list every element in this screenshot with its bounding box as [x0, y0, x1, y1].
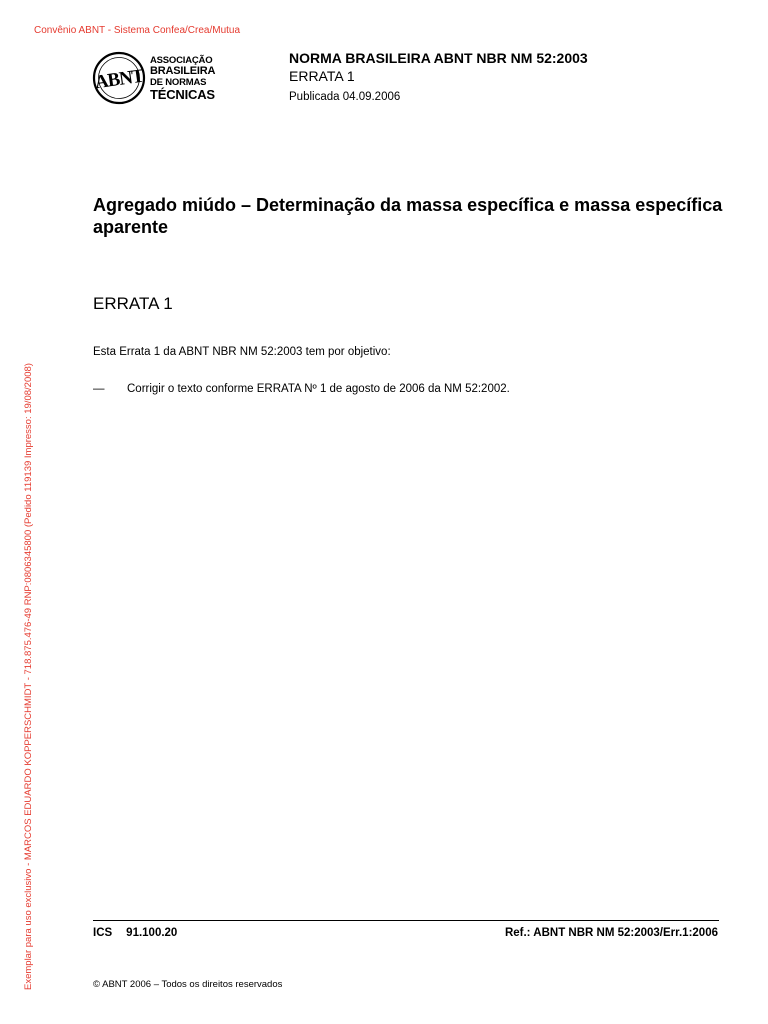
list-bullet: —: [93, 383, 105, 395]
logo-line-1: ASSOCIAÇÃO: [150, 55, 213, 66]
ics-label: ICS: [93, 927, 113, 939]
abnt-logo: [92, 51, 232, 105]
list-item-text: Corrigir o texto conforme ERRATA Nº 1 de agosto de 2006 da NM 52:2002.: [127, 383, 510, 395]
intro-paragraph: Esta Errata 1 da ABNT NBR NM 52:2003 tem por objetivo:: [93, 346, 391, 358]
header-block: [289, 50, 588, 104]
side-watermark: [22, 330, 36, 990]
watermark-text: Exemplar para uso exclusivo - MARCOS EDUARDO KOPPERSCHMIDT - 718.875.476-49 RNP:0806345800 (Pedido 119139 Impresso: 19/08/2008): [23, 363, 34, 990]
document-title: Agregado miúdo – Determinação da massa específica e massa específica aparente: [93, 195, 723, 237]
svg-text:ABNT: ABNT: [93, 65, 145, 94]
ics-value: 91.100.20: [126, 927, 178, 939]
reference: Ref.: ABNT NBR NM 52:2003/Err.1:2006: [504, 927, 718, 939]
ics-code: [93, 926, 177, 940]
footer-divider: [93, 920, 719, 921]
abnt-logo-text: [150, 55, 215, 101]
logo-line-2: BRASILEIRA: [150, 65, 216, 77]
abnt-seal-icon: [92, 51, 146, 105]
errata-heading: ERRATA 1: [93, 294, 173, 313]
logo-line-4: TÉCNICAS: [150, 87, 215, 102]
header-errata: ERRATA 1: [289, 68, 355, 84]
list-item: [93, 382, 510, 396]
top-banner: Convênio ABNT - Sistema Confea/Crea/Mutua: [34, 25, 241, 36]
norma-title: NORMA BRASILEIRA ABNT NBR NM 52:2003: [289, 50, 588, 66]
logo-line-3: DE NORMAS: [150, 77, 207, 88]
publication-date: Publicada 04.09.2006: [289, 91, 401, 103]
copyright-notice: © ABNT 2006 – Todos os direitos reservados: [93, 979, 283, 990]
